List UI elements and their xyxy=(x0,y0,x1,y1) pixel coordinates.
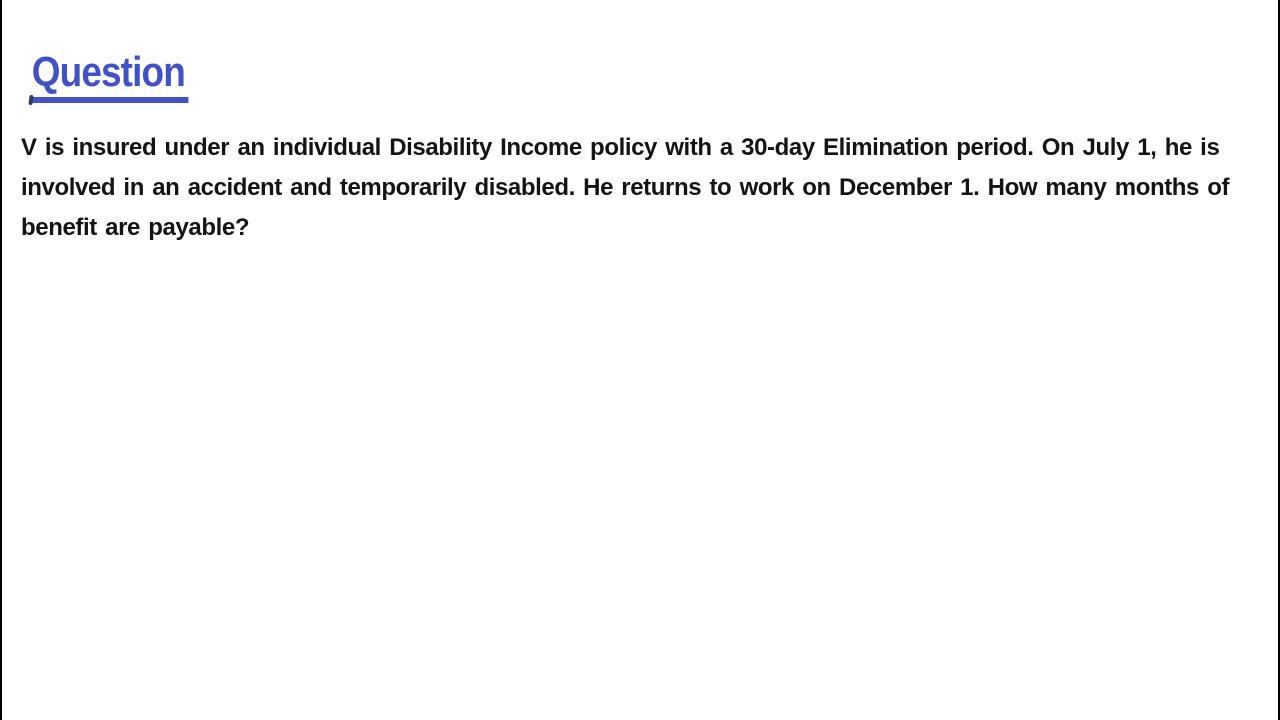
page-title: Question xyxy=(30,50,188,103)
left-frame-line xyxy=(0,0,2,720)
q-tail-mark xyxy=(28,95,33,105)
heading-container xyxy=(30,50,210,103)
question-paragraph: V is insured under an individual Disability Income policy with a 30-day Elimination period. On July 1, he is involved in an accident and temporarily disabled. He returns to work on December 1. How many months of benefit are payable? xyxy=(21,134,1230,241)
